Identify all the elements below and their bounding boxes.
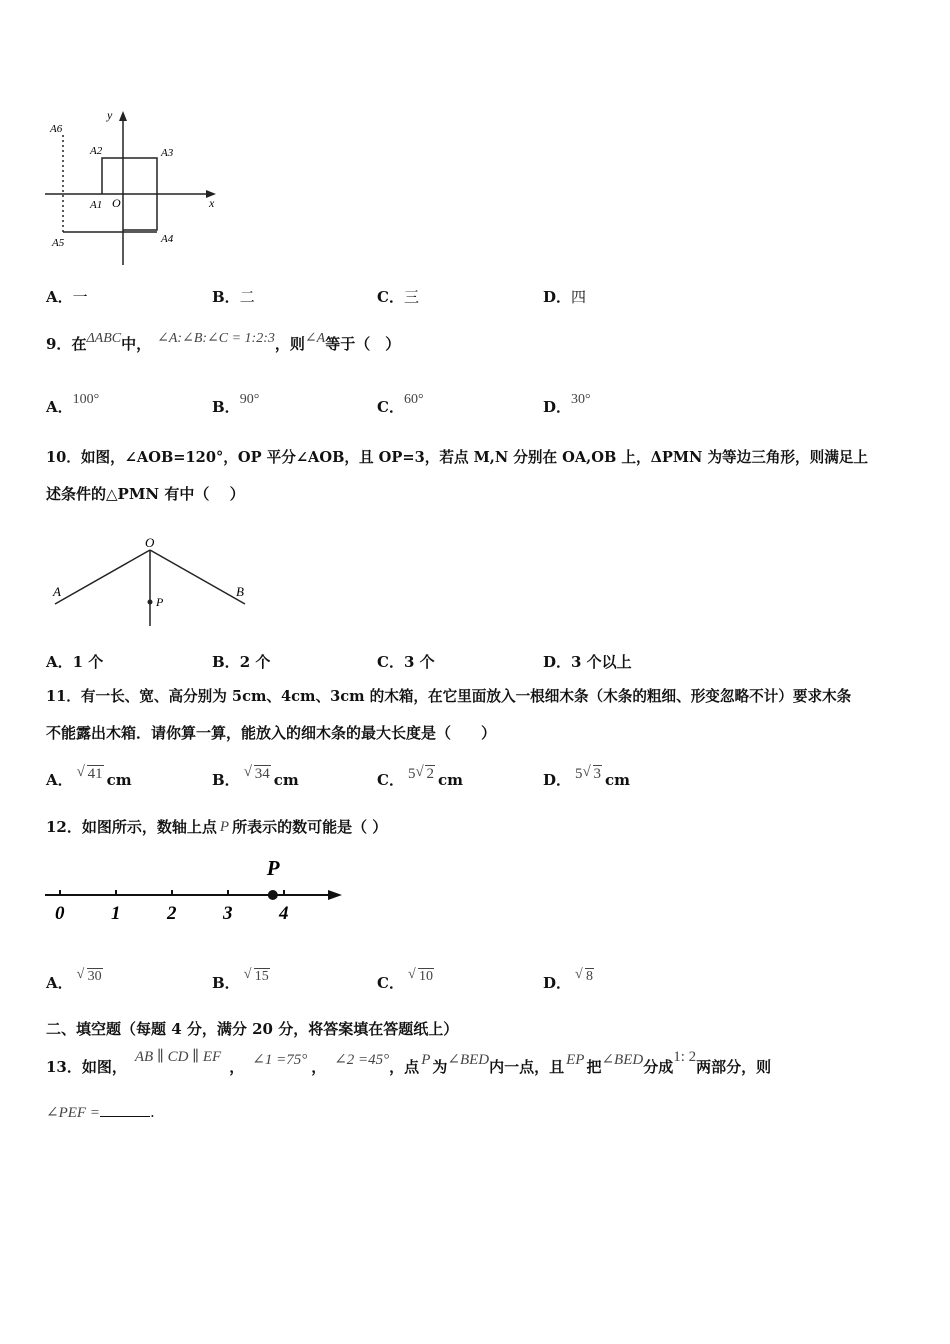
option-letter: D． <box>543 398 572 416</box>
q13-answer-label: ∠PEF = <box>46 1105 100 1121</box>
q10-figure <box>45 530 260 630</box>
q9-then: ，则 <box>274 335 305 353</box>
option-text: 3 个以上 <box>571 653 632 671</box>
label-a: A <box>53 584 61 599</box>
option-text: 三 <box>403 288 419 306</box>
label-b: B <box>236 584 244 599</box>
option-letter: B． <box>212 398 240 416</box>
q9-post: 等于（ ） <box>325 335 401 353</box>
q13-stem <box>46 1049 772 1077</box>
label-a4: A4 <box>161 233 174 245</box>
q8-option-a <box>46 286 88 307</box>
option-coef: 5 <box>407 766 416 782</box>
option-radicand: 15 <box>254 969 269 984</box>
option-letter: A． <box>46 974 73 992</box>
option-coef: 5 <box>575 766 583 782</box>
q9-option-b <box>212 392 260 417</box>
q12-option-d <box>543 969 594 993</box>
q11-option-a <box>46 766 132 790</box>
q10-line2: 述条件的△PMN 有中（ ） <box>46 485 245 503</box>
q10-option-d <box>543 651 632 672</box>
q13-bed2: ∠BED <box>601 1052 644 1068</box>
q13-ba: 把 <box>586 1058 602 1076</box>
option-text: 二 <box>239 288 255 306</box>
q13-split: 分成 <box>643 1058 674 1076</box>
option-letter: B． <box>212 974 240 992</box>
label-x: x <box>209 196 215 210</box>
q12-pre: 12．如图所示，数轴上点 <box>46 818 217 836</box>
q9-ratio: ∠A:∠B:∠C = 1:2:3 <box>157 331 275 346</box>
q13-wei: 为 <box>432 1058 448 1076</box>
q9-option-a <box>46 392 100 417</box>
q13-sep2: ， <box>311 1058 327 1076</box>
option-letter: D． <box>543 653 572 671</box>
q13-pre: 13．如图， <box>46 1058 127 1076</box>
point-p <box>148 600 153 605</box>
label-a2: A2 <box>90 145 103 157</box>
q11-option-b <box>212 766 299 790</box>
q13-parallel: AB ∥ CD ∥ EF <box>134 1049 222 1065</box>
option-radicand: 8 <box>586 969 594 984</box>
option-text: 一 <box>72 288 88 306</box>
option-value: 60° <box>403 392 424 407</box>
q13-ep: EP <box>566 1052 585 1068</box>
q13-angle2: ∠2 =45° <box>334 1052 390 1068</box>
answer-blank[interactable] <box>100 1116 150 1117</box>
q10-option-c <box>377 651 435 672</box>
q8-figure <box>40 105 230 270</box>
q8-option-b <box>212 286 255 307</box>
option-value: 30° <box>571 392 591 407</box>
option-text: 1 个 <box>72 653 104 671</box>
label-a3: A3 <box>161 147 174 159</box>
option-radicand: 41 <box>87 766 103 782</box>
ray-oa <box>55 550 150 604</box>
q9-stem <box>46 333 400 354</box>
q13-p: P <box>421 1052 431 1068</box>
q13-point-pre: ，点 <box>389 1058 420 1076</box>
option-letter: D． <box>543 974 572 992</box>
label-o: O <box>145 535 155 550</box>
q13-inner: 内一点，且 <box>489 1058 565 1076</box>
point-p-label: P <box>266 856 280 880</box>
q12-option-a <box>46 969 103 993</box>
option-letter: C． <box>377 771 404 789</box>
option-radicand: 34 <box>254 766 270 782</box>
q13-bed1: ∠BED <box>447 1052 490 1068</box>
axis-tick-label: 2 <box>167 903 177 924</box>
option-letter: A． <box>46 288 73 306</box>
q11-line2: 不能露出木箱．请你算一算，能放入的细木条的最大长度是（ ） <box>46 724 497 742</box>
q9-option-d <box>543 392 591 417</box>
option-text: 四 <box>571 288 587 306</box>
q9-number: 9． <box>46 335 72 353</box>
label-a5: A5 <box>52 237 65 249</box>
axis-tick-label: 3 <box>223 903 233 924</box>
q13-post: 两部分，则 <box>696 1058 772 1076</box>
q13-end: . <box>149 1103 155 1121</box>
q10-option-b <box>212 651 270 672</box>
q10-line1: 10．如图，∠AOB=120°，OP 平分∠AOB，且 OP=3，若点 M,N 分别在 OA,OB 上，ΔPMN 为等边三角形，则满足上 <box>46 449 868 466</box>
option-letter: C． <box>377 974 404 992</box>
option-unit: cm <box>273 771 299 789</box>
option-unit: cm <box>605 771 631 789</box>
point-p <box>268 890 278 900</box>
q11-option-c <box>377 766 463 790</box>
label-a1: A1 <box>90 199 103 211</box>
q9-triangle: ΔABC <box>86 331 122 346</box>
ray-ob <box>150 550 245 604</box>
q9-angle: ∠A <box>304 331 326 346</box>
option-radicand: 30 <box>87 969 102 984</box>
q10-option-a <box>46 651 103 672</box>
q8-option-c <box>377 286 419 307</box>
q12-p: P <box>219 819 230 835</box>
q12-option-b <box>212 969 270 993</box>
option-letter: A． <box>46 398 73 416</box>
option-text: 2 个 <box>239 653 271 671</box>
q9-option-c <box>377 392 424 417</box>
q11-option-d <box>543 766 631 790</box>
q13-angle1: ∠1 =75° <box>252 1052 308 1068</box>
option-value: 90° <box>239 392 260 407</box>
option-unit: cm <box>106 771 132 789</box>
label-o: O <box>112 196 121 210</box>
q12-number-line <box>40 852 350 927</box>
q12-option-c <box>377 969 434 993</box>
option-letter: A． <box>46 653 73 671</box>
q13-sep1: ， <box>229 1058 245 1076</box>
q12-post: 所表示的数可能是（ ） <box>232 818 388 836</box>
option-unit: cm <box>437 771 463 789</box>
option-letter: C． <box>377 288 404 306</box>
option-letter: D． <box>543 771 572 789</box>
option-letter: C． <box>377 398 404 416</box>
option-text: 3 个 <box>403 653 435 671</box>
label-a6: A6 <box>50 123 63 135</box>
section-heading: 二、填空题（每题 4 分，满分 20 分，将答案填在答题纸上） <box>46 1020 459 1038</box>
q12-stem <box>46 816 387 837</box>
axis-tick-label: 1 <box>111 903 121 924</box>
option-radicand: 3 <box>593 766 602 782</box>
label-y: y <box>107 108 113 122</box>
q13-ratio: 1: 2 <box>673 1049 697 1065</box>
option-letter: B． <box>212 771 240 789</box>
option-letter: D． <box>543 288 572 306</box>
option-letter: B． <box>212 288 240 306</box>
option-letter: C． <box>377 653 404 671</box>
q11-line1: 11．有一长、宽、高分别为 5cm、4cm、3cm 的木箱，在它里面放入一根细木条（木条的粗细、形变忽略不计）要求木条 <box>46 688 852 705</box>
q9-mid: 中， <box>121 335 152 353</box>
axis-tick-label: 4 <box>279 903 289 924</box>
option-value: 100° <box>72 392 100 407</box>
option-radicand: 10 <box>418 969 433 984</box>
axis-tick-label: 0 <box>55 903 65 924</box>
option-radicand: 2 <box>426 766 434 782</box>
option-letter: A． <box>46 771 73 789</box>
axis-arrow <box>328 890 342 900</box>
option-letter: B． <box>212 653 240 671</box>
q13-answer <box>46 1103 155 1122</box>
y-axis-arrow <box>119 111 127 121</box>
q8-option-d <box>543 286 586 307</box>
label-p: P <box>156 595 164 609</box>
q9-pre: 在 <box>71 335 87 353</box>
